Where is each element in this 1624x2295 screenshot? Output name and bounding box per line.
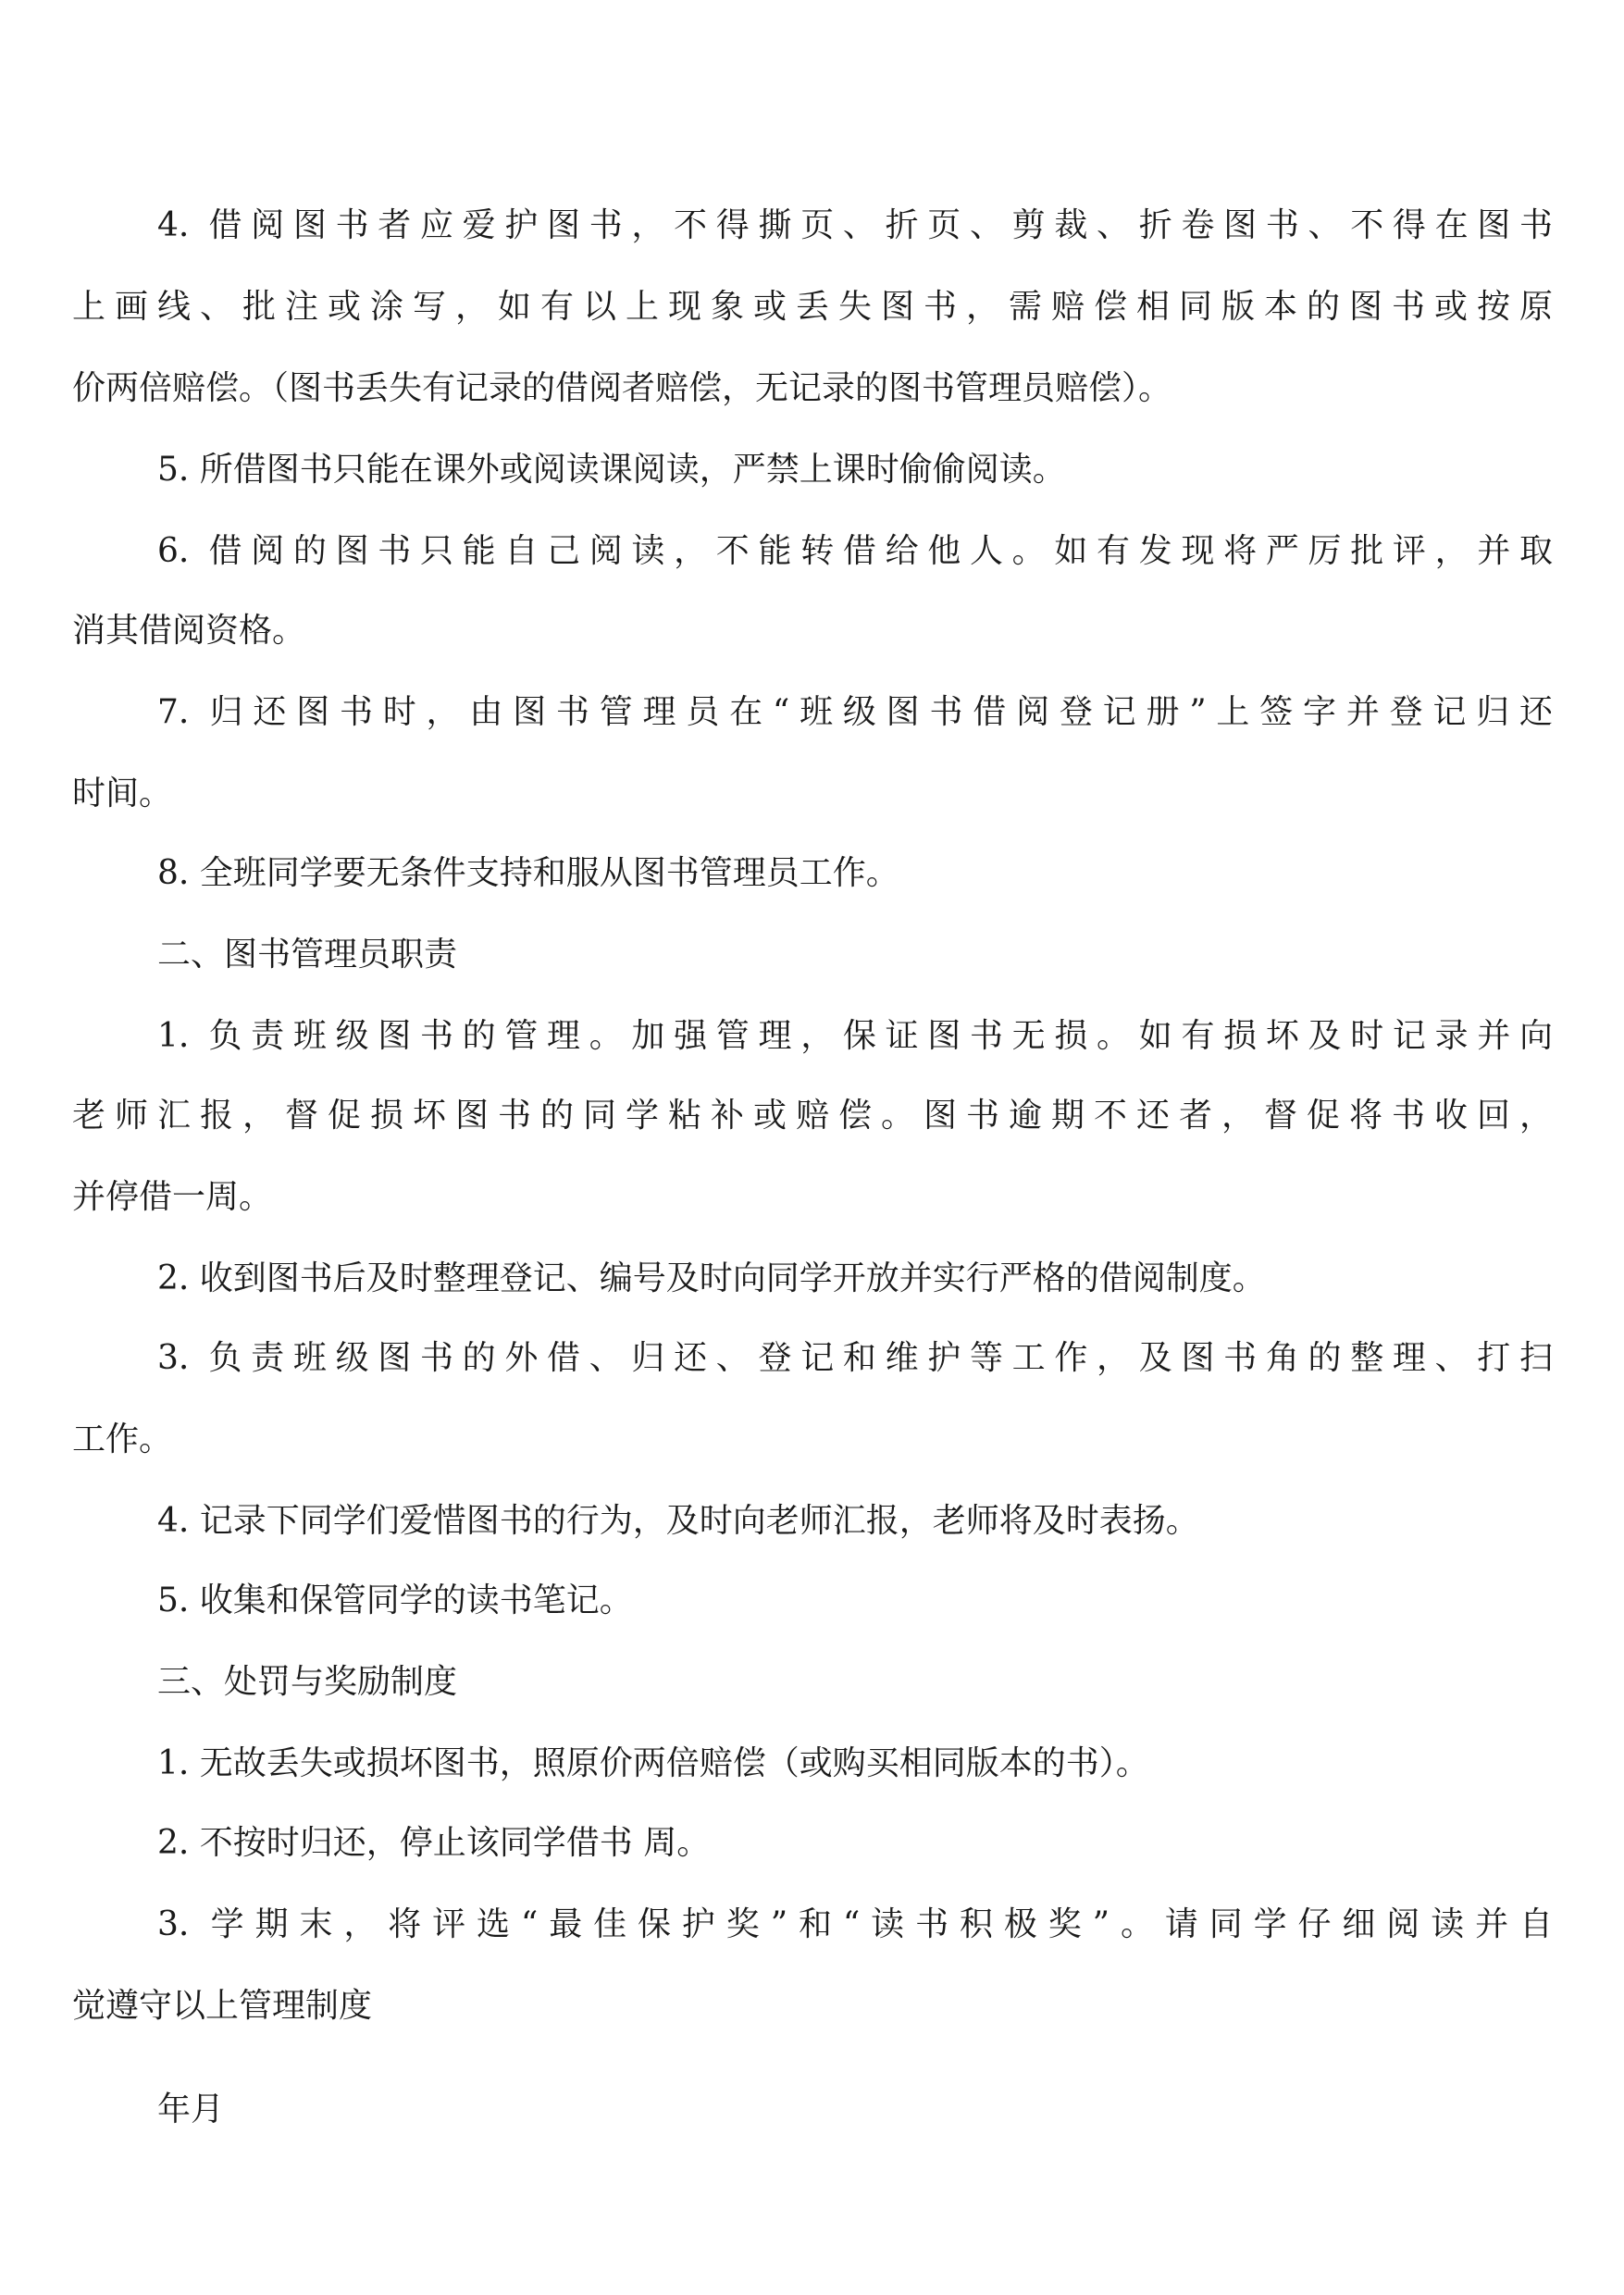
text-line: 2. 收到图书后及时整理登记、编号及时向同学开放并实行严格的借阅制度。 — [157, 1259, 1266, 1297]
text-line: 5. 所借图书只能在课外或阅读课阅读，严禁上课时偷偷阅读。 — [157, 451, 1066, 489]
text-line: 3. 负责班级图书的外借、归还、登记和维护等工作，及图书角的整理、打扫 — [157, 1339, 1553, 1377]
text-line: 消其借阅资格。 — [72, 612, 306, 650]
text-line: 7. 归还图书时，由图书管理员在“班级图书借阅登记册”上签字并登记归还 — [157, 693, 1553, 731]
section-heading: 二、图书管理员职责 — [157, 936, 458, 974]
text-line: 时间。 — [72, 775, 173, 813]
text-line: 并停借一周。 — [72, 1178, 273, 1216]
text-line: 6. 借阅的图书只能自己阅读，不能转借给他人。如有发现将严厉批评，并取 — [157, 532, 1553, 570]
text-line: 4. 借阅图书者应爱护图书，不得撕页、折页、剪裁、折卷图书、不得在图书 — [157, 206, 1553, 244]
section-heading: 三、处罚与奖励制度 — [157, 1663, 458, 1701]
text-line: 1. 无故丢失或损坏图书，照原价两倍赔偿（或购买相同版本的书）。 — [157, 1744, 1149, 1782]
text-line: 工作。 — [72, 1420, 173, 1458]
text-line: 价两倍赔偿。（图书丢失有记录的借阅者赔偿，无记录的图书管理员赔偿）。 — [72, 369, 1172, 407]
text-line: 上画线、批注或涂写，如有以上现象或丢失图书，需赔偿相同版本的图书或按原 — [72, 288, 1553, 326]
text-line: 老师汇报，督促损坏图书的同学粘补或赔偿。图书逾期不还者，督促将书收回， — [72, 1097, 1553, 1135]
text-line: 2. 不按时归还，停止该同学借书 周。 — [157, 1824, 711, 1862]
text-line: 4. 记录下同学们爱惜图书的行为，及时向老师汇报，老师将及时表扬。 — [157, 1502, 1199, 1540]
date-line: 年月 — [157, 2090, 225, 2128]
text-line: 觉遵守以上管理制度 — [72, 1987, 373, 2025]
text-line: 3. 学期末，将评选“最佳保护奖”和“读书积极奖”。请同学仔细阅读并自 — [157, 1905, 1553, 1943]
text-line: 5. 收集和保管同学的读书笔记。 — [157, 1582, 633, 1619]
text-line: 8. 全班同学要无条件支持和服从图书管理员工作。 — [157, 854, 899, 892]
text-line: 1. 负责班级图书的管理。加强管理，保证图书无损。如有损坏及时记录并向 — [157, 1017, 1553, 1055]
